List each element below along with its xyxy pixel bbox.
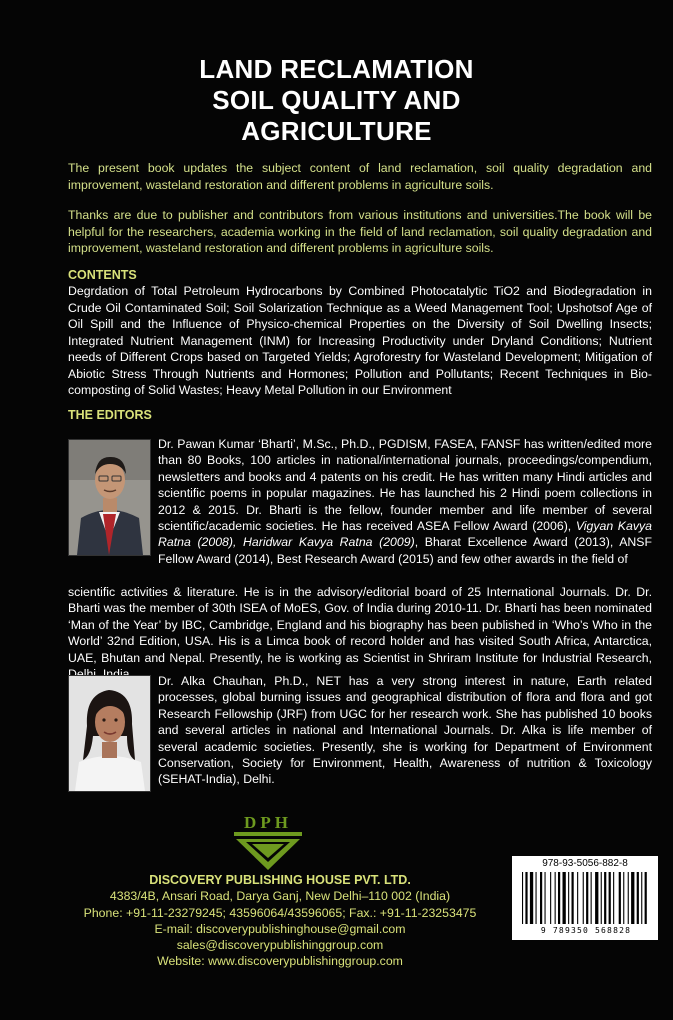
barcode-bar <box>530 872 533 924</box>
publisher-email-1: E-mail: discoverypublishinghouse@gmail.com <box>154 921 406 936</box>
isbn-barcode <box>512 856 658 940</box>
editor2-photo <box>68 675 151 792</box>
barcode-bar <box>577 872 578 924</box>
barcode-bar <box>591 872 592 924</box>
publisher-block <box>60 872 500 970</box>
editor1-bio-continuation: scientific activities & literature. He is in the advisory/editorial board of 25 International Journals. Dr. Dr. Bharti was the member of 30th ISEA of MoES, Gov. of India during 2010-11. Dr. Bharti has been nominated ‘Man of the Year’ by IBC, Cambridge, England and his biography has been published in ‘Who’s Who in the World’ 32nd Edition, USA. His is a Limca book of record holder and has visited South Africa, Antarctica, UAE, Bhutan and Nepal. Presently, he is working as Scientist in Shriram Institute for Industrial Research, <box>68 585 652 665</box>
title-line-1: LAND RECLAMATION <box>199 54 474 84</box>
publisher-email-2: sales@discoverypublishinggroup.com <box>176 938 384 953</box>
publisher-address: 4383/4B, Ansari Road, Darya Ganj, New Delhi–110 002 (India) <box>109 889 451 904</box>
barcode-bar <box>641 872 642 924</box>
barcode-bar <box>583 872 584 924</box>
barcode-bar <box>628 872 629 924</box>
barcode-bar <box>609 872 611 924</box>
barcode-bar <box>637 872 639 924</box>
barcode-bar <box>522 872 523 924</box>
barcode-bar <box>601 872 602 924</box>
publisher-phone: Phone: +91-11-23279245; 43596064/43596065; Fax.: +91-11-23253475 <box>83 905 477 920</box>
editor2-bio: Dr. Alka Chauhan, Ph.D., NET has a very strong interest in nature, Earth related processes, global burning issues and geographical distribution of flora and flora and got Research Fellowship (JRF) from UGC for her research work. She has published 10 books and several articles in national and International Journals. Dr. Alka is life member of several academic societies. Presently, she is working for Department of Environment Conservation, Society for Environment, Health, Awareness of nutrition & Toxicology (SEHAT-India), Delhi. <box>158 674 652 787</box>
editors-heading: THE EDITORS <box>68 408 152 422</box>
barcode-bar <box>595 872 598 924</box>
barcode-bar <box>619 872 621 924</box>
barcode-bar <box>550 872 551 924</box>
isbn-number: 978-93-5056-882-8 <box>542 858 628 869</box>
intro-paragraph-2: Thanks are due to publisher and contributors from various institutions and universities.The book will be helpful for the researchers, academia working in the field of land reclamation, soil quality degradation and improvement, wasteland restoration and different problems in agriculture soils. <box>68 208 652 255</box>
barcode-bar <box>568 872 569 924</box>
contents-body: Degrdation of Total Petroleum Hydrocarbons by Combined Photocatalytic TiO2 and Biodegradation in Crude Oil Contaminated Soil; Soil Solarization Technique as a Weed Management Tool; Upshotsof Age of Oil Spill and the Influence of Physico-chemical Properties on the Diversity of Soil Dwelling Insects; Integrated Nutrient Management (INM) for Increasing Productivity under Dryland Conditions; Nutrient needs of Different Crops based on Targeted Yields; Agroforestry for Wasteland Development; Mitigation of Abiotic Stress Through Nutrients and Hormones; Pollution and Pollutants; Recent Techniques in Bio-composting of Solid Wastes; Heavy Metal Pollution in our Environment <box>68 284 652 397</box>
editor1-bio-part-a: Dr. Pawan Kumar ‘Bharti’, M.Sc., Ph.D., PGDISM, FASEA, FANSF has written/edited more than 80 Books, 100 articles in national/international journals, proceedings/compendium, newsletters and books and 4 patents on his credit. He has written many Hindi articles and scientific poems in popular magazines. He has launched his 2 Hindi poem collections in 2012 & 2015. Dr. Bharti is the fellow, founder member and life member of several scientific/academic societies. He has received ASEA Fellow Award (2006), <box>158 437 652 534</box>
barcode-bar <box>645 872 647 924</box>
logo-text: DPH <box>244 813 292 832</box>
barcode-bar <box>536 872 537 924</box>
title-line-3: AGRICULTURE <box>241 116 432 146</box>
editor1-bio-part-b: , Bharat Excellence Award (2013), ANSF Fellow Award (2014), Best Research Award (2015) and few other awards in the field of <box>158 535 652 566</box>
title-line-2: SOIL QUALITY AND <box>212 85 461 115</box>
barcode-bar <box>604 872 606 924</box>
publisher-website: Website: www.discoverypublishinggroup.com <box>157 954 403 969</box>
barcode-bar <box>631 872 634 924</box>
barcode-digits: 9 789350 568828 <box>540 926 632 935</box>
barcode-bar <box>586 872 588 924</box>
barcode-bar <box>525 872 527 924</box>
contents-heading: CONTENTS <box>68 268 137 282</box>
barcode-bars <box>520 872 650 926</box>
publisher-name: DISCOVERY PUBLISHING HOUSE PVT. LTD. <box>149 873 411 887</box>
barcode-bar <box>540 872 542 924</box>
barcode-bar <box>545 872 546 924</box>
book-title <box>0 54 673 147</box>
dph-logo <box>232 812 304 874</box>
editor1-bio <box>158 436 652 567</box>
barcode-bar <box>572 872 574 924</box>
barcode-bar <box>613 872 614 924</box>
barcode-bar <box>563 872 566 924</box>
intro-paragraph-1: The present book updates the subject content of land reclamation, soil quality degradation and improvement, wasteland restoration and different problems in agriculture soils. <box>68 161 652 192</box>
editor1-bio-awards-italic: Vigyan Kavya Ratna (2008), Haridwar Kavya Ratna (2009) <box>158 519 652 550</box>
barcode-bar <box>623 872 624 924</box>
barcode-bar <box>558 872 560 924</box>
editor1-photo <box>68 439 151 556</box>
barcode-bar <box>555 872 556 924</box>
